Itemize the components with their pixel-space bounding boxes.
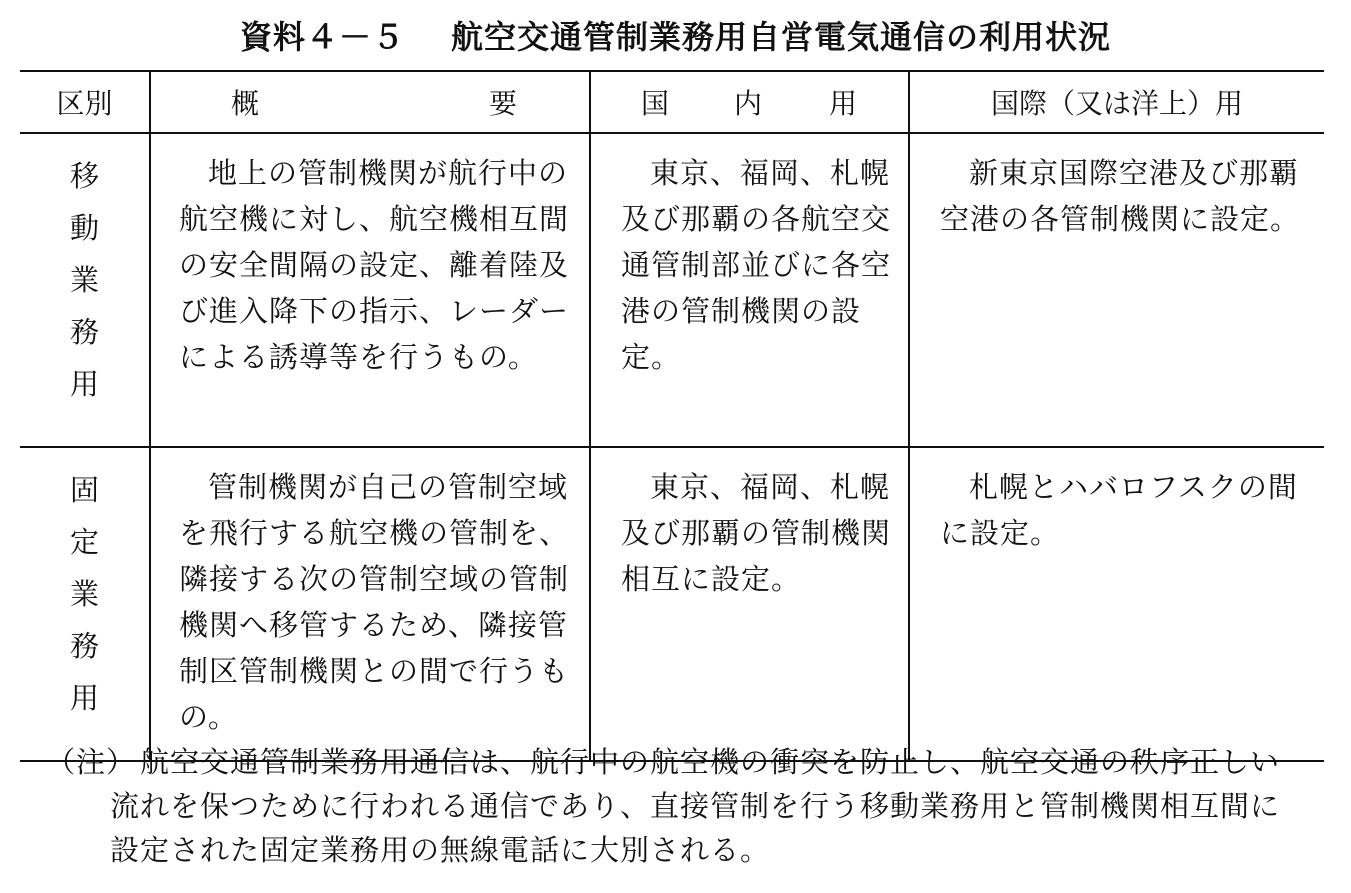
row-label-char: 業: [69, 577, 99, 611]
row-label-char: 用: [69, 681, 99, 715]
document-title-text: 航空交通管制業務用自営電気通信の利用状況: [451, 18, 1112, 56]
table-header-row: [20, 71, 1324, 133]
cell-kokusai-mobile: 新東京国際空港及び那覇空港の各管制機関に設定。: [909, 133, 1324, 447]
header-gaiyo-char-1: 概: [231, 87, 260, 120]
document-title: [0, 12, 1351, 58]
cell-gaiyo-mobile: 地上の管制機関が航行中の航空機に対し、航空機相互間の安全間隔の設定、離着陸及び進入降下の指示、レーダーによる誘導等を行うもの。: [150, 133, 590, 447]
header-kokusai: 国際（又は洋上）用: [909, 71, 1324, 133]
row-label-char: 務: [69, 315, 99, 349]
row-label-char: 動: [69, 211, 99, 245]
header-kokunai-char-3: 用: [829, 87, 858, 120]
cell-gaiyo-fixed: 管制機関が自己の管制空域を飛行する航空機の管制を、隣接する次の管制空域の管制機関へ移管するため、隣接管制区管制機関との間で行うもの。: [150, 447, 590, 761]
row-label-mobile: [20, 133, 150, 447]
footnote-label: （注）: [46, 745, 137, 779]
header-kokunai-char-1: 国: [641, 87, 670, 120]
header-kokunai-char-2: 内: [734, 87, 763, 120]
row-label-char: 務: [69, 629, 99, 663]
footnote-text: 航空交通管制業務用通信は、航行中の航空機の衝突を防止し、航空交通の秩序正しい流れを保つために行われる通信であり、直接管制を行う移動業務用と管制機関相互間に設定された固定業務用の無線電話に大別される。: [110, 745, 1281, 867]
table-row-mobile: [20, 133, 1324, 447]
usage-table: [20, 70, 1324, 762]
cell-kokunai-fixed: 東京、福岡、札幌及び那覇の管制機関相互に設定。: [590, 447, 909, 761]
row-label-char: 用: [69, 367, 99, 401]
row-label-fixed: [20, 447, 150, 761]
row-label-char: 移: [69, 159, 99, 193]
header-kubetsu: 区別: [20, 71, 150, 133]
cell-kokusai-fixed: 札幌とハバロフスクの間に設定。: [909, 447, 1324, 761]
row-label-char: 業: [69, 263, 99, 297]
table-row-fixed: [20, 447, 1324, 761]
document-id: 資料４－５: [239, 18, 405, 56]
row-label-char: 定: [69, 525, 99, 559]
row-label-char: 固: [69, 473, 99, 507]
header-gaiyo: [150, 71, 590, 133]
cell-kokunai-mobile: 東京、福岡、札幌及び那覇の各航空交通管制部並びに各空港の管制機関の設定。: [590, 133, 909, 447]
header-gaiyo-char-2: 要: [488, 87, 517, 120]
header-kokunai: [590, 71, 909, 133]
